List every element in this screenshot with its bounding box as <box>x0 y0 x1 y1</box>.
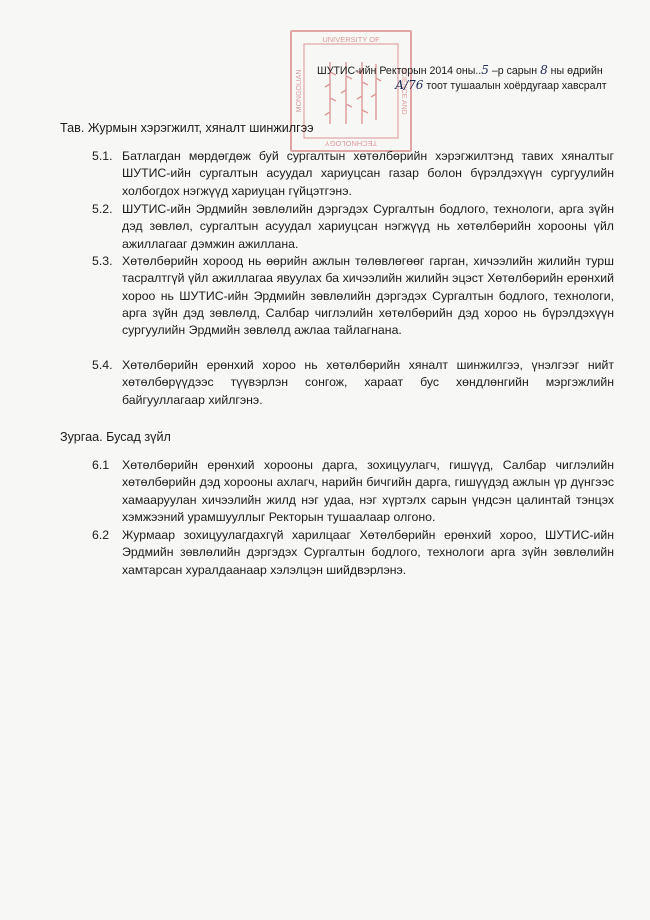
stamp-right-text: SCIENCE AND <box>400 67 407 115</box>
clause-5-1 <box>92 148 614 200</box>
stamp-bottom-text: TECHNOLOGY <box>324 139 378 148</box>
clause-text: Батлагдан мөрдөгдөж буй сургалтын хөтөлбөрийн хэрэгжилтэнд тавих хяналтыг ШУТИС-ийн сургалтын асуудал хариуцсан газар болон бүрэлдэхүүн сургуулийн холбогдох нэгжүүд хариуцан гүйцэтгэнэ. <box>122 149 614 198</box>
clause-number: 6.2 <box>92 528 110 542</box>
header-attachment-text: тоот тушаалын хоёрдугаар хавсралт <box>423 80 607 92</box>
header-prefix: ШУТИС-ийн Ректорын 2014 оны.. <box>317 65 482 77</box>
header-mid: –р сарын <box>488 65 541 77</box>
clause-5-3 <box>92 253 614 339</box>
clause-5-4 <box>92 357 614 409</box>
clause-number: 5.1. <box>92 149 113 163</box>
clause-text: Хөтөлбөрийн хороод нь өөрийн ажлын төлөвлөгөөг гарган, хичээлийн жилийн турш тасралтгүй үйл ажиллагаа явуулах ба хичээлийн жилийн эцэст Хөтөлбөрийн ерөнхий хороо нь ШУТИС-ийн Эрдмийн зөвлөлийн дэргэдэх Сургалтын бодлого, технологи, арга зүйн дэд зөвлөлд, Салбар чиглэлийн хөтөлбөрийн дэд хороо нь бүрэлдэхүүн сургуулийн Эрдмийн зөвлөлд ажлаа тайлагнана. <box>122 254 614 338</box>
section-title-6: Зургаа. Бусад зүйл <box>60 430 171 444</box>
clause-5-2 <box>92 201 614 253</box>
handwritten-month: 5 <box>481 63 489 77</box>
section-title-5: Тав. Журмын хэрэгжилт, хяналт шинжилгээ <box>60 121 314 135</box>
clause-text: Хөтөлбөрийн ерөнхий хорооны дарга, зохицуулагч, гишүүд, Салбар чиглэлийн хөтөлбөрийн дэд хорооны ахлагч, нарийн бичгийн дарга, гишүүдэд ажлын үр дүнгээс хамааруулан хичээлийн жилд нэг удаа, нэг хүртэлх сарын үндсэн цалинтай тэнцэх хэмжээний урамшууллыг Ректорын тушаалаар олгоно. <box>122 458 614 524</box>
clause-6-1 <box>92 457 614 526</box>
clause-text: ШУТИС-ийн Эрдмийн зөвлөлийн дэргэдэх Сургалтын бодлого, технологи, арга зүйн дэд зөвлөл, сургалтын асуудал хариуцсан нэгжүүд нь хөтөлбөрийн хорооны үйл ажиллагааг дэмжин ажиллана. <box>122 202 614 251</box>
clause-6-2 <box>92 527 614 579</box>
clause-number: 6.1 <box>92 458 110 472</box>
handwritten-order-number: А/76 <box>395 78 424 92</box>
clause-number: 5.3. <box>92 254 113 268</box>
handwritten-day: 8 <box>540 63 548 77</box>
header-suffix: ны өдрийн <box>547 65 603 77</box>
stamp-left-text: MONGOLIAN <box>296 69 303 113</box>
clause-text: Журмаар зохицуулагдахгүй харилцааг Хөтөлбөрийн ерөнхий хороо, ШУТИС-ийн Эрдмийн зөвлөлийн дэргэдэх Сургалтын бодлого, технологи арга зүйн зөвлөлийн хамтарсан хуралдаанаар хэлэлцэн шийдвэрлэнэ. <box>122 528 614 577</box>
header-reference-line-2 <box>395 78 607 92</box>
header-reference-line-1 <box>317 63 603 77</box>
clause-number: 5.4. <box>92 358 113 372</box>
stamp-top-text: UNIVERSITY OF <box>322 35 380 44</box>
clause-number: 5.2. <box>92 202 113 216</box>
clause-text: Хөтөлбөрийн ерөнхий хороо нь хөтөлбөрийн хяналт шинжилгээ, үнэлгээг нийт хөтөлбөрүүдээс түүвэрлэн сонгож, хараат бус хөндлөнгийн мэргэжлийн байгууллагаар хийлгэнэ. <box>122 358 614 407</box>
